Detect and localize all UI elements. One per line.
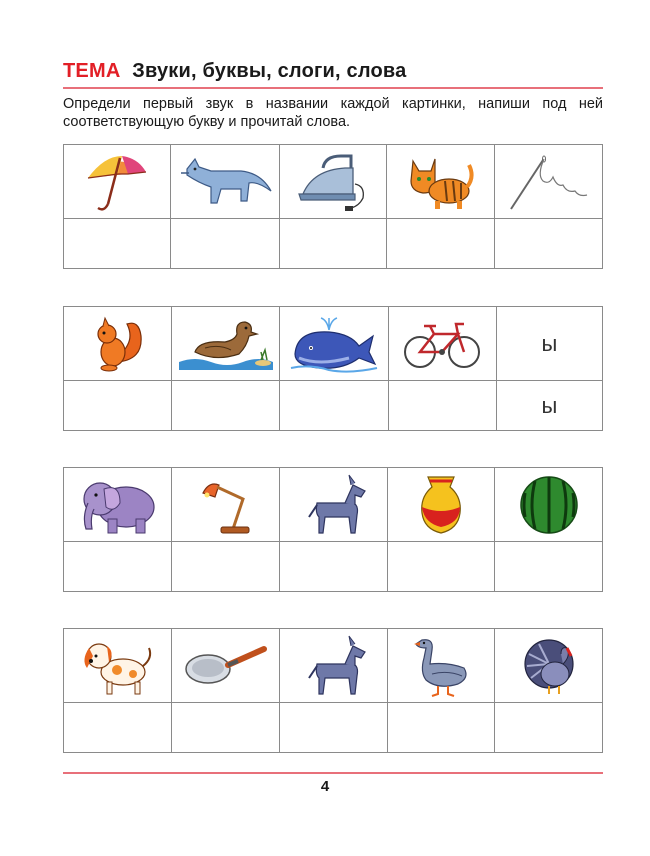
- picture-cell: [64, 468, 172, 542]
- header: [63, 60, 603, 83]
- cat-icon: [405, 151, 477, 213]
- answer-cell[interactable]: [171, 381, 280, 431]
- answer-cell[interactable]: [171, 703, 279, 753]
- picture-cell: [387, 145, 494, 219]
- answer-letter-y: ы: [541, 392, 558, 418]
- picture-cell: [64, 629, 172, 703]
- answer-cell[interactable]: [494, 219, 602, 269]
- duck-icon: [175, 316, 275, 372]
- watermelon-icon: [517, 473, 581, 537]
- footer-rule: [63, 772, 603, 774]
- answer-cell[interactable]: [495, 542, 603, 592]
- picture-cell: [171, 307, 280, 381]
- answer-cell[interactable]: [64, 381, 172, 431]
- answer-cell[interactable]: [64, 219, 171, 269]
- exercise-table-4: [63, 628, 603, 753]
- exercise-table-3: [63, 467, 603, 592]
- answer-cell[interactable]: [280, 703, 388, 753]
- squirrel-icon: [87, 312, 147, 376]
- answer-cell[interactable]: [280, 381, 388, 431]
- answer-cell[interactable]: [496, 381, 602, 431]
- topic-title: Звуки, буквы, слоги, слова: [132, 60, 407, 82]
- dog-icon: [79, 634, 155, 698]
- answer-cell[interactable]: [388, 381, 496, 431]
- lamp-icon: [193, 473, 259, 537]
- picture-cell: [64, 307, 172, 381]
- goose-icon: [408, 634, 474, 698]
- donkey-icon-2: [299, 634, 369, 698]
- picture-cell: [171, 629, 279, 703]
- picture-cell: [280, 629, 388, 703]
- picture-cell: [171, 145, 279, 219]
- wolf-icon: [177, 151, 273, 213]
- picture-cell: [495, 629, 603, 703]
- answer-cell[interactable]: [171, 219, 279, 269]
- page-number: 4: [320, 778, 330, 795]
- answer-cell[interactable]: [387, 219, 494, 269]
- umbrella-icon: [82, 150, 152, 214]
- vase-icon: [416, 473, 466, 537]
- answer-cell[interactable]: [172, 542, 280, 592]
- picture-cell: [495, 468, 603, 542]
- donkey-icon: [299, 473, 369, 537]
- picture-cell: [172, 468, 280, 542]
- tema-label: ТЕМА: [63, 60, 121, 82]
- picture-cell: [280, 468, 388, 542]
- letter-y: ы: [541, 330, 558, 356]
- whale-icon: [289, 314, 379, 374]
- instruction-text: Определи первый звук в названии каждой картинки, напиши под ней соответствующую букву и прочитай слова.: [63, 96, 603, 130]
- answer-cell[interactable]: [495, 703, 603, 753]
- picture-cell: [64, 145, 171, 219]
- answer-cell[interactable]: [279, 219, 387, 269]
- header-rule: [63, 87, 603, 89]
- picture-cell: [387, 629, 495, 703]
- answer-cell[interactable]: [64, 703, 172, 753]
- picture-cell: [280, 307, 388, 381]
- answer-cell[interactable]: [387, 542, 494, 592]
- answer-cell[interactable]: [280, 542, 388, 592]
- picture-cell: [279, 145, 387, 219]
- answer-cell[interactable]: [387, 703, 495, 753]
- exercise-table-2: [63, 306, 603, 431]
- answer-cell[interactable]: [64, 542, 172, 592]
- picture-cell: [387, 468, 494, 542]
- letter-cell: [496, 307, 602, 381]
- turkey-icon: [517, 634, 581, 698]
- picture-cell: [494, 145, 602, 219]
- needle-icon: [503, 151, 593, 213]
- elephant-icon: [76, 473, 160, 537]
- page-title: [63, 60, 603, 83]
- pan-icon: [182, 641, 270, 691]
- picture-cell: [388, 307, 496, 381]
- exercise-table-1: [63, 144, 603, 269]
- iron-icon: [293, 150, 373, 214]
- bicycle-icon: [402, 316, 482, 372]
